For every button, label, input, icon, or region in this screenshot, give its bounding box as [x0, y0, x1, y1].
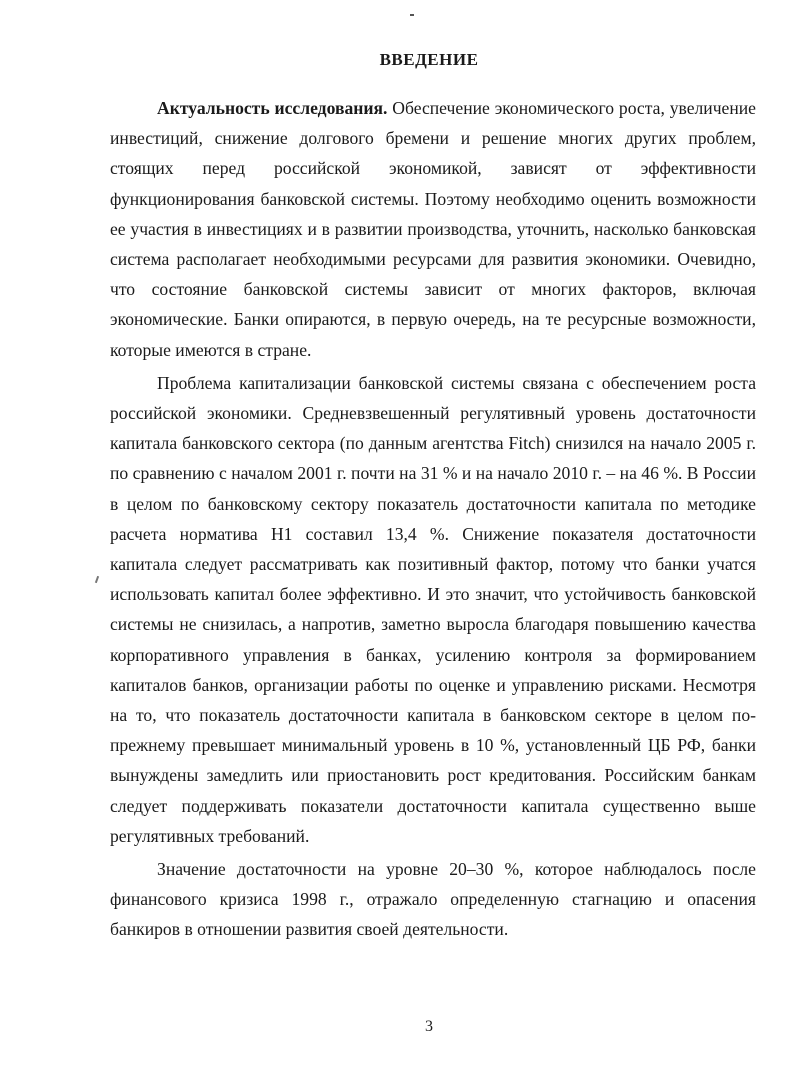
scan-artifact — [410, 14, 414, 16]
paragraph-adequacy — [110, 854, 756, 945]
paragraph-text: Обеспечение экономического роста, увеличение инвестиций, снижение долгового бремени и решение многих других проблем, стоящих перед российской экономикой, зависят от эффективности функционирования банковской системы. Поэтому необходимо оценить возможности ее участия в инвестициях и в развитии производства, уточнить, насколько банковская система располагает необходимыми ресурсами для развития экономики. Очевидно, что состояние банковской системы зависит от многих факторов, включая экономические. Банки опираются, в первую очередь, на те ресурсные возможности, которые имеются в стране. — [110, 98, 756, 360]
paragraph-relevance — [110, 93, 756, 365]
paragraph-text: Значение достаточности на уровне 20–30 %, которое наблюдалось после финансового кризиса 1998 г., отражало определенную стагнацию и опасения банкиров в отношении развития своей деятельности. — [110, 859, 756, 940]
margin-mark — [95, 576, 99, 583]
page-number: 3 — [425, 1018, 433, 1035]
body-text — [110, 93, 756, 945]
paragraph-capitalization — [110, 368, 756, 851]
paragraph-text: Проблема капитализации банковской системы связана с обеспечением роста российской экономики. Средневзвешенный регулятивный уровень достаточности капитала банковского сектора (по данным агентства Fitch) снизился на начало 2005 г. по сравнению с началом 2001 г. почти на 31 % и на начало 2010 г. – на 46 %. В России в целом по банковскому сектору показатель достаточности капитала по методике расчета норматива Н1 составил 13,4 %. Снижение показателя достаточности капитала следует рассматривать как позитивный фактор, потому что банки учатся использовать капитал более эффективно. И это значит, что устойчивость банковской системы не снизилась, а напротив, заметно выросла благодаря повышению качества корпоративного управления в банках, усилению контроля за формированием капиталов банков, организации работы по оценке и управлению рисками. Несмотря на то, что показатель достаточности капитала в банковском секторе в целом по-прежнему превышает минимальный уровень в 10 %, установленный ЦБ РФ, банки вынуждены замедлить или приостановить рост кредитования. Российским банкам следует поддерживать показатели достаточности капитала существенно выше регулятивных требований. — [110, 372, 756, 846]
section-heading: ВВЕДЕНИЕ — [379, 50, 479, 69]
paragraph-lead: Актуальность исследования. — [157, 98, 388, 118]
